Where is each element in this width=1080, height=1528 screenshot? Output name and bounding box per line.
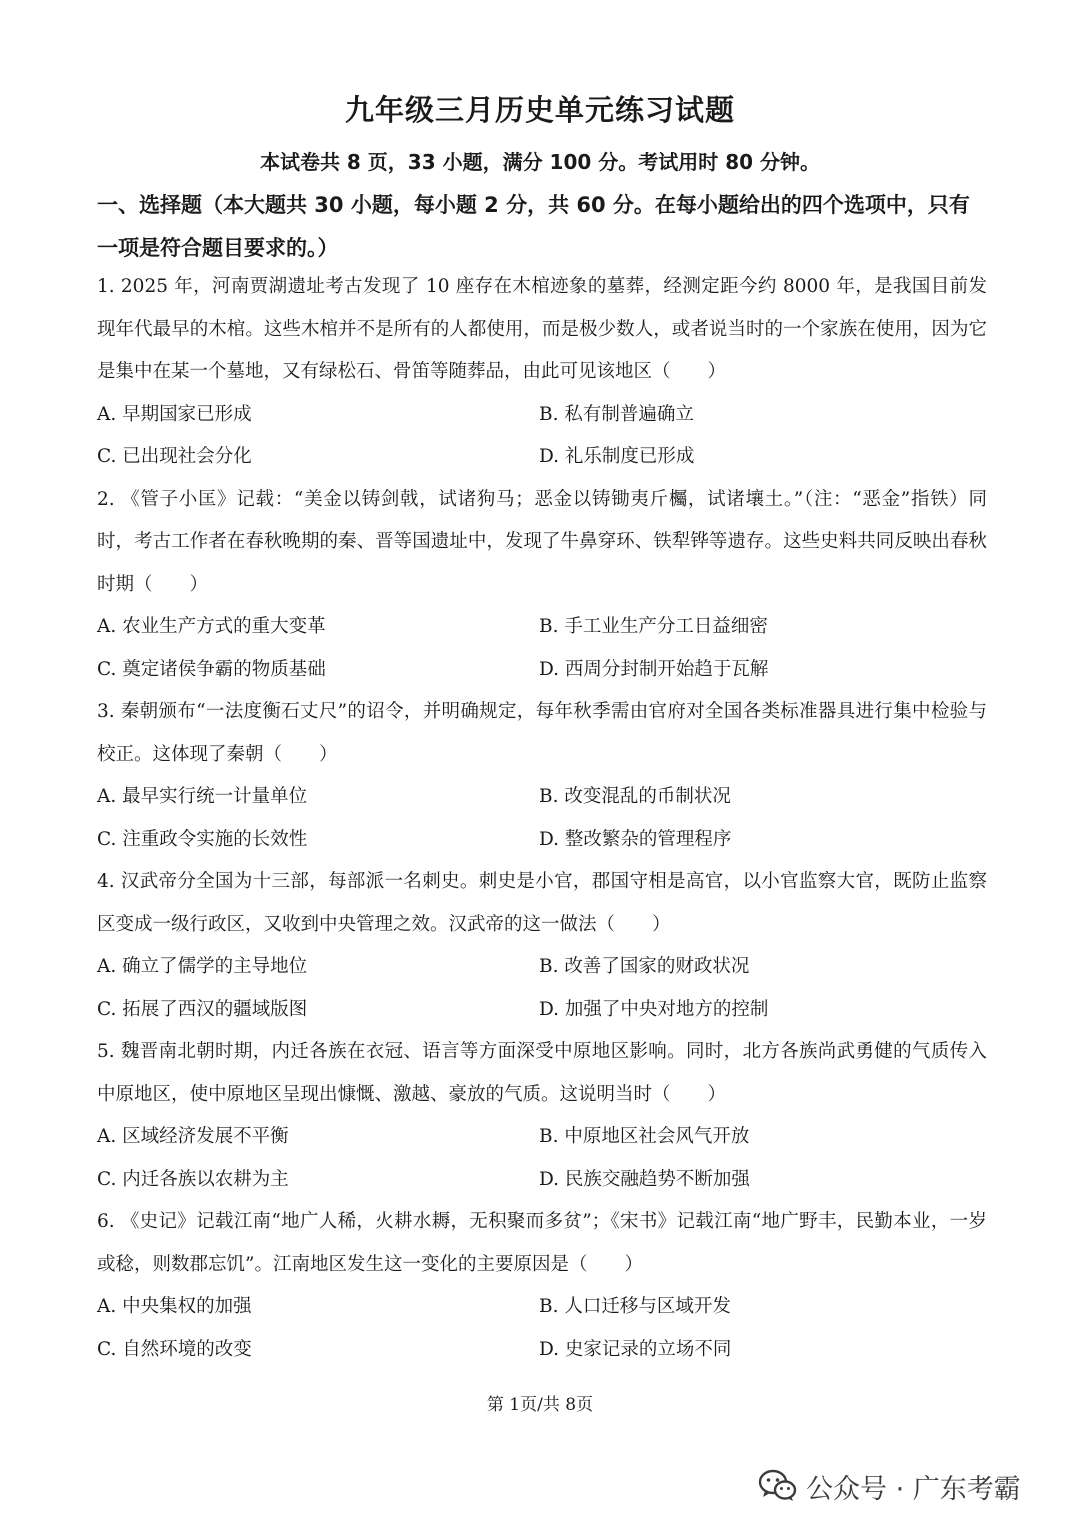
option-b: B. 中原地区社会风气开放 <box>539 1126 750 1147</box>
option-a: A. 区域经济发展不平衡 <box>97 1126 289 1147</box>
option-c: C. 内迁各族以农耕为主 <box>97 1168 289 1190</box>
option-a: A. 确立了儒学的主导地位 <box>97 956 308 977</box>
question-4 <box>97 861 987 1031</box>
option-list <box>97 1286 987 1371</box>
option-d: D. 史家记录的立场不同 <box>539 1338 732 1360</box>
question-stem: 5. 魏晋南北朝时期，内迁各族在衣冠、语言等方面深受中原地区影响。同时，北方各族尚武勇健的气质传入中原地区，使中原地区呈现出慷慨、激越、豪放的气质。这说明当时（ ） <box>97 1041 987 1105</box>
page-title: 九年级三月历史单元练习试题 <box>344 93 735 127</box>
option-list <box>97 776 987 861</box>
option-c: C. 自然环境的改变 <box>97 1338 252 1360</box>
question-stem: 6. 《史记》记载江南“地广人稀，火耕水耨，无积聚而多贫”；《宋书》记载江南“地广野丰，民勤本业，一岁或稔，则数郡忘饥”。江南地区发生这一变化的主要原因是（ ） <box>97 1211 987 1275</box>
option-list <box>97 394 987 479</box>
option-d: D. 整改繁杂的管理程序 <box>539 828 732 850</box>
wechat-icon <box>758 1469 798 1503</box>
exam-info: 本试卷共 8 页，33 小题，满分 100 分。考试用时 80 分钟。 <box>259 150 821 174</box>
question-list <box>97 266 987 1371</box>
option-a: A. 最早实行统一计量单位 <box>97 786 308 807</box>
option-b: B. 人口迁移与区域开发 <box>539 1296 731 1317</box>
watermark-text: 公众号 · 广东考霸 <box>806 1473 1021 1505</box>
option-c: C. 已出现社会分化 <box>97 446 252 467</box>
section-heading: 一、选择题（本大题共 30 小题，每小题 2 分，共 60 分。在每小题给出的四个选项中，只有一项是符合题目要求的。） <box>97 193 970 260</box>
watermark <box>758 1466 1021 1506</box>
option-d: D. 西周分封制开始趋于瓦解 <box>539 658 769 680</box>
question-stem: 3. 秦朝颁布“一法度衡石丈尺”的诏令，并明确规定，每年秋季需由官府对全国各类标准器具进行集中检验与校正。这体现了秦朝（ ） <box>97 701 987 765</box>
option-c: C. 拓展了西汉的疆域版图 <box>97 998 308 1020</box>
option-c: C. 奠定诸侯争霸的物质基础 <box>97 658 326 680</box>
option-b: B. 改善了国家的财政状况 <box>539 956 750 977</box>
option-a: A. 中央集权的加强 <box>97 1296 252 1317</box>
option-c: C. 注重政令实施的长效性 <box>97 828 308 850</box>
question-3 <box>97 691 987 861</box>
option-b: B. 手工业生产分工日益细密 <box>539 616 768 637</box>
question-stem: 2. 《管子小匡》记载：“美金以铸剑戟，试诸狗马；恶金以铸锄夷斤欘，试诸壤土。”（注：“恶金”指铁）同时，考古工作者在春秋晚期的秦、晋等国遗址中，发现了牛鼻穿环、铁犁铧等遗存。这些史料共同反映出春秋时期（ ） <box>97 488 987 595</box>
option-a: A. 早期国家已形成 <box>97 403 252 425</box>
option-d: D. 加强了中央对地方的控制 <box>539 998 769 1020</box>
question-2 <box>97 479 987 692</box>
option-list <box>97 1116 987 1201</box>
question-stem: 1. 2025 年，河南贾湖遗址考古发现了 10 座存在木棺迹象的墓葬，经测定距今约 8000 年，是我国目前发现年代最早的木棺。这些木棺并不是所有的人都使用，而是极少数人，或者说当时的一个家族在使用，因为它是集中在某一个墓地，又有绿松石、骨笛等随葬品，由此可见该地区（ ） <box>97 276 987 382</box>
option-a: A. 农业生产方式的重大变革 <box>97 616 326 637</box>
option-b: B. 改变混乱的币制状况 <box>539 786 731 807</box>
option-d: D. 民族交融趋势不断加强 <box>539 1168 750 1190</box>
question-6 <box>97 1201 987 1371</box>
page-number: 第 1页/共 8页 <box>486 1395 594 1415</box>
option-b: B. 私有制普遍确立 <box>539 403 694 425</box>
option-list <box>97 946 987 1031</box>
question-stem: 4. 汉武帝分全国为十三部，每部派一名刺史。刺史是小官，郡国守相是高官，以小官监察大官，既防止监察区变成一级行政区，又收到中央管理之效。汉武帝的这一做法（ ） <box>97 871 987 935</box>
option-d: D. 礼乐制度已形成 <box>539 446 695 467</box>
question-1 <box>97 266 987 479</box>
option-list <box>97 606 987 691</box>
question-5 <box>97 1031 987 1201</box>
